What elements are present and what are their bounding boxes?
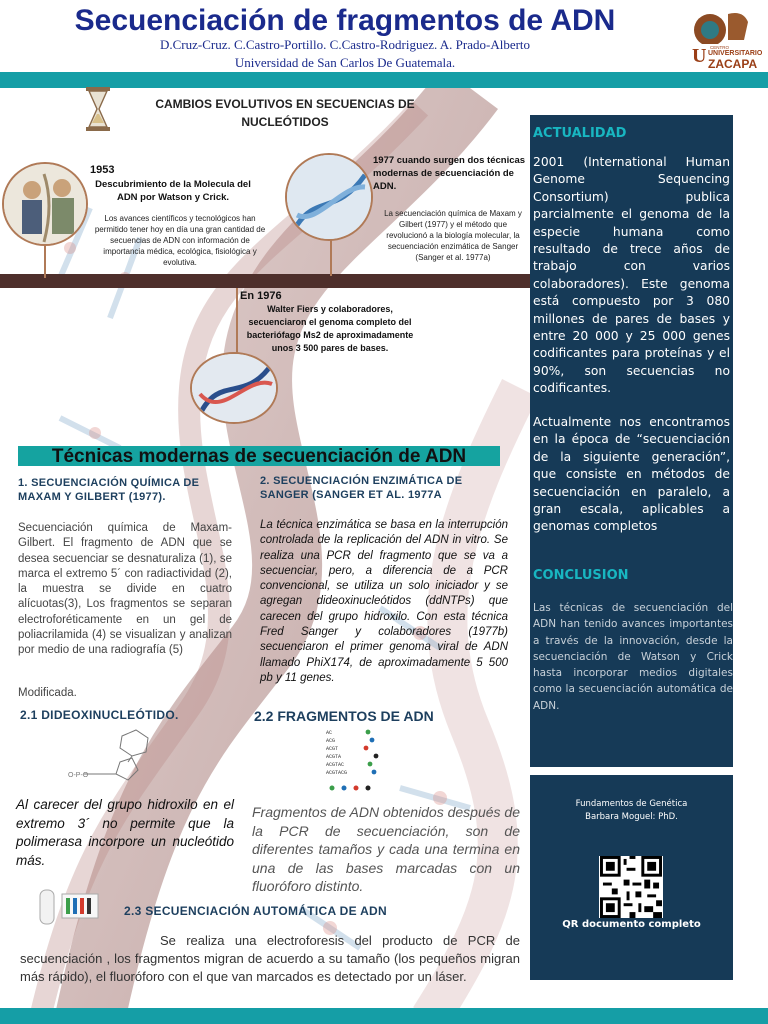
timeline-1953-text: Los avances científicos y tecnológicos han permitido tener hoy en día una gran cantidad de secuencias de ADN con información de importancia médica, ecológica, fisiológica y evolutiva. — [94, 214, 266, 267]
timeline-1953-headline: Descubrimiento de la Molecula del ADN por Watson y Crick. — [95, 179, 251, 203]
poster-title: Secuenciación de fragmentos de ADN — [74, 4, 616, 37]
timeline-1977-text: La secuenciación química de Maxam y Gilbert (1977) y el método que revolucionó a la biología molecular, la secuenciación enzimática de Sanger (Sanger et al. 1977a) — [384, 209, 522, 262]
dna-helix-image-1976 — [190, 352, 278, 424]
affiliation-line: Universidad de San Carlos De Guatemala. — [234, 55, 456, 70]
svg-text:ACGTAC: ACGTAC — [326, 762, 345, 768]
authors-line: D.Cruz-Cruz. C.Castro-Portillo. C.Castro-Rodriguez. A. Prado-Alberto — [159, 37, 531, 52]
actualidad-text-1: 2001 (International Human Genome Sequencing Consortium) publica parcialmente el genoma de la especie humana como resultado de trece años de trabajo con varios colaboradores). Este genoma está compuesto por 3 080 millones de pares de bases y entre 20 000 y 25 000 genes codificantes para proteínas y el 90%, son secuencias no codificantes. — [533, 155, 730, 396]
conclusion-title: CONCLUSION — [533, 568, 629, 583]
actualidad-title: ACTUALIDAD — [533, 126, 627, 141]
dideoxinucleotide-text: Al carecer del grupo hidroxilo en el extremo 3´ no permite que la polimerasa incorpore un nucleótido más. — [16, 797, 234, 868]
timeline-stem-1977 — [330, 238, 332, 276]
watson-crick-image — [2, 162, 88, 246]
qr-label: QR documento completo — [562, 919, 701, 930]
svg-text:ACGT: ACGT — [326, 746, 339, 752]
maxam-gilbert-heading: 1. SECUENCIACIÓN QUÍMICA DE MAXAM Y GILBERT (1977). — [18, 477, 200, 503]
sanger-heading: 2. SECUENCIACIÓN ENZIMÁTICA DE SANGER (SANGER ET AL. 1977A — [260, 475, 463, 501]
teacher-name: Barbara Moguel: PhD. — [585, 812, 678, 822]
fragments-heading: 2.2 FRAGMENTOS DE ADN — [254, 708, 434, 724]
svg-text:ACGTACG: ACGTACG — [326, 770, 348, 776]
university-logo — [688, 10, 762, 70]
timeline-title: CAMBIOS EVOLUTIVOS EN SECUENCIAS DE NUCLEÓTIDOS — [155, 97, 415, 129]
sequencer-image — [38, 882, 102, 928]
dideoxinucleotide-heading: 2.1 DIDEOXINUCLEÓTIDO. — [20, 708, 179, 722]
automatic-sequencing-heading: 2.3 SECUENCIACIÓN AUTOMÁTICA DE ADN — [124, 904, 387, 918]
logo-line2: UNIVERSITARIO — [708, 50, 762, 57]
svg-text:AC: AC — [326, 730, 333, 736]
logo-brand: ZACAPA — [708, 57, 758, 70]
sanger-text: La técnica enzimática se basa en la interrupción controlada de la replicación del ADN in vitro. Se realiza una PCR del fragmento que se va a secuenciar, pero, a diferencia de a PCR convencional, se utiliza un solo iniciador y se agregan dideoxinucleótidos (ddNTPs) que carecen del grupo hidroxilo. Con esta técnica Fred Sanger y colaboradores (1977b) secuenciaron el primer genoma viral de ADN llamado PhiX174, de aproximadamente 5 500 pb y 11 genes. — [260, 519, 508, 684]
fragments-text: Fragmentos de ADN obtenidos después de la PCR de secuenciación, son de diferentes tamaños y cada una termina en una de las bases marcadas con un fluoróforo distinto. — [252, 804, 520, 894]
course-name: Fundamentos de Genética — [575, 799, 688, 809]
dna-fragments-diagram — [322, 726, 382, 800]
footer-bar — [0, 1008, 768, 1024]
automatic-sequencing-text: Se realiza una electroforesis del producto de PCR de secuenciación , los fragmentos migran de acuerdo a su tamaño (los pequeños migran más rápido), el fluoróforo con el que van marcados es detectado por un láser. — [20, 933, 520, 984]
logo-initial: U — [692, 45, 707, 67]
timeline-stem-1976 — [236, 288, 238, 356]
svg-text:O-P-O: O-P-O — [68, 772, 89, 779]
maxam-gilbert-note: Modificada. — [18, 687, 77, 699]
dideoxinucleotide-structure-image — [62, 726, 168, 790]
section-title: Técnicas modernas de secuenciación de ADN — [18, 446, 500, 466]
timeline-1977-headline: 1977 cuando surgen dos técnicas modernas de secuenciación de ADN. — [373, 155, 526, 192]
timeline-year-1976: En 1976 — [240, 290, 282, 302]
timeline-year-1953: 1953 — [90, 164, 115, 176]
svg-text:ACGTA: ACGTA — [326, 754, 342, 760]
maxam-gilbert-text: Secuenciación química de Maxam-Gilbert. El fragmento de ADN que se desea secuenciar se desnaturaliza (1), se marca el extremo 5´ con radiactividad (2), la muestra se divide en cuatro alícuotas(3), Los fragmentos se separan electroforéticamente en un gel de poliacrilamida (4) se visualizan y analizan por medio de una radiografía (5) — [18, 522, 232, 657]
qr-code[interactable] — [599, 856, 663, 918]
conclusion-text: Las técnicas de secuenciación del ADN han tenido avances importantes a través de la innovación, desde la secuenciación de Watson y Crick hasta incorporar medios digitales como la secuenciación automática de ADN. — [533, 602, 733, 712]
logo-line1: CENTRO — [710, 45, 729, 50]
header-divider — [0, 72, 768, 88]
svg-text:ACG: ACG — [326, 738, 336, 744]
hourglass-icon — [84, 86, 112, 132]
timeline-bar — [0, 274, 530, 288]
actualidad-text-2: Actualmente nos encontramos en la época de “secuenciación de la siguiente generación”, que consiste en métodos de secuenciación en paralelo, a gran escala, aplicables a genomas completos — [533, 415, 730, 534]
timeline-1976-text: Walter Fiers y colaboradores, secuenciaron el genoma completo del bacteriófago Ms2 de aproximadamente unos 3 500 pares de bases. — [246, 304, 414, 353]
dna-helix-image-1977 — [285, 153, 373, 241]
